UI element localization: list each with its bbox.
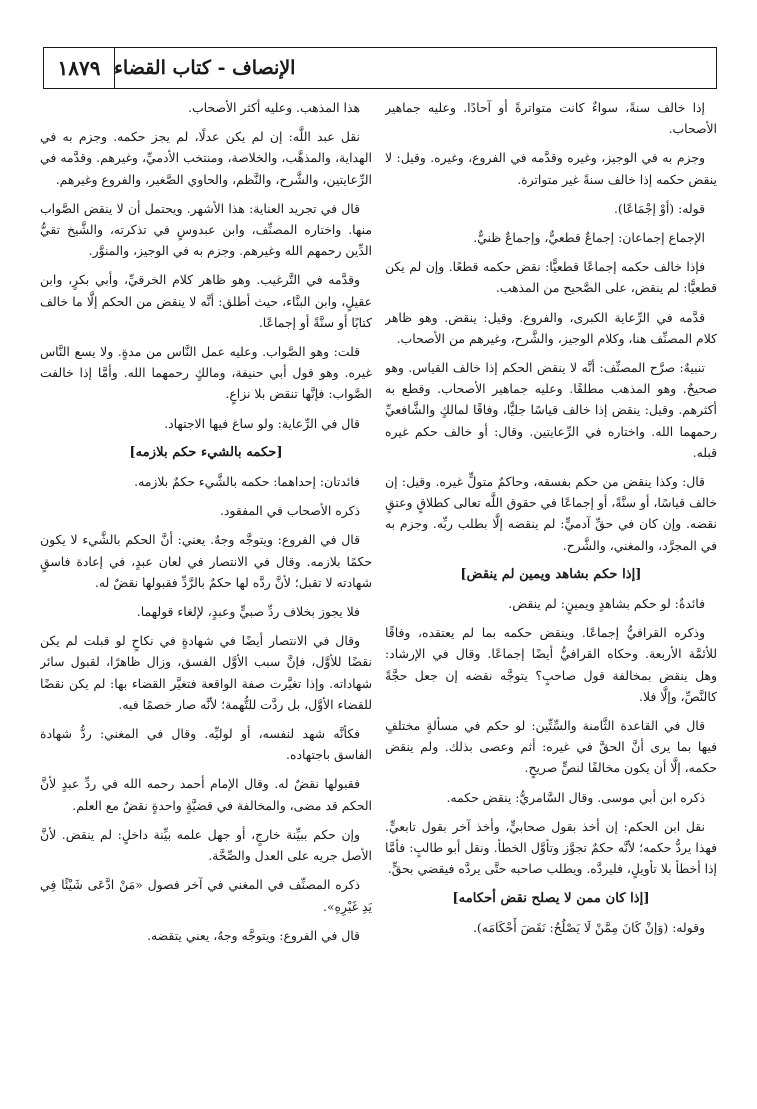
paragraph: قال في تجريد العناية: هذا الأشهر. ويحتمل أن لا ينقض الصَّواب منها. واختاره المصنِّف، وابن عبدوسٍ في تذكرته، والشَّيخ تقيُّ الدِّين رحمهم الله وغيرهم. وجزم به في الوجيز، والمنوَّر.: [40, 200, 372, 259]
left-column: [40, 97, 372, 1097]
section-heading: [إذا حكم بشاهد ويمين لم ينقض]: [460, 566, 642, 582]
paragraph: قال في القاعدة الثَّامنة والسِّتِّين: لو حكم في مسألةٍ مختلفٍ فيها بما يرى أنَّ الحقَّ في غيره: أثم وعصى بذلك. ولم ينقض حكمه، إلَّا أن يكون مخالفًا لنصٍّ صريحٍ.: [385, 718, 717, 776]
paragraph: تنبيهٌ: صرَّح المصنِّف: أنَّه لا ينقض الحكم إذا خالف القياس. وهو صحيحٌ. وهو المذهب مطلقًا. وعليه جماهير الأصحاب. وقطع به أكثرهم. وقيل: ينقض إذا خالف قياسًا جليًّا، وفاقًا لمالكٍ والشَّافعيِّ رحمهما الله. واختاره في الرِّعايتين. وقال: أو خالف حكم غيره قبله.: [385, 360, 717, 460]
paragraph: وقدَّمه في التَّرغيب. وهو ظاهر كلام الخرقيِّ، وأبي بكرٍ، وابن عقيلٍ، وابن البنَّاء، حيث أطلق: أنَّه لا ينقض من الحكم إلَّا ما خالف كتابًا أو سنَّةً أو إجماعًا.: [40, 272, 372, 330]
paragraph: إذا خالف سنةً، سواءٌ كانت متواترةً أو آحادًا. وعليه جماهير الأصحاب.: [385, 100, 717, 137]
section-heading: [إذا كان ممن لا يصلح نقض أحكامه]: [452, 890, 650, 906]
paragraph: قدَّمه في الرِّعاية الكبرى، والفروع. وقيل: ينقض. وهو ظاهر كلام المصنِّف هنا، وكلام الوجيز، والشَّرح، وغيرهم من الأصحاب.: [385, 309, 717, 346]
section-heading: [حكمه بالشيء حكم بلازمه]: [129, 444, 283, 460]
running-title: الإنصاف - كتاب القضاء: [114, 57, 296, 79]
paragraph: قلت: وهو الصَّواب. وعليه عمل النَّاس من مدةٍ. ولا يسع النَّاس غيره. وهو قول أبي حنيفة، ومالكٍ رحمهما الله. وأمَّا إذا خالفت الصَّواب: فإنَّها تنقض بلا نزاعٍ.: [40, 344, 372, 402]
paragraph: فائدتان: إحداهما: حكمه بالشَّيء حكمٌ بلازمه.: [134, 474, 360, 490]
paragraph: قال في الرِّعاية: ولو ساغ فيها الاجتهاد.: [164, 415, 360, 431]
paragraph: وقوله: (وَإنْ كَانَ مِمَّنْ لَا يَصْلُحُ: نَقَضَ أَحْكَامَه).: [472, 919, 705, 935]
paragraph: فكأنَّه شهد لنفسه، أو لوليِّه. وقال في المغني: ردُّ شهادة الفاسق باجتهاده.: [40, 726, 372, 763]
page-header: [43, 47, 717, 89]
paragraph: الإجماع إجماعان: إجماعٌ قطعيٌّ، وإجماعٌ ظنيٌّ.: [473, 230, 705, 246]
right-column: [385, 97, 717, 1097]
paragraph: نقل ابن الحكم: إن أخذ بقول صحابيٍّ، وأخذ آخر بقول تابعيٍّ. فهذا يردُّ حكمه؛ لأنَّه حكمٌ تجوَّز وتأوَّل الخطأ. ونقل أبو طالبٍ: فأمَّا إذا أخطأ بلا تأويلٍ، فليردَّه. ويطلب صاحبه حتَّى يردَّه فيقضي بحقٍّ.: [385, 818, 717, 877]
paragraph: قال: وكذا ينقض من حكم بفسقه، وحاكمٌ متولٍّ غيره. وقيل: إن خالف قياسًا، أو سنَّةً، أو إجماعًا في حقوق اللَّه تعالى كطلاقٍ وعتقٍ نقضه. وإن كان في حقِّ آدميٍّ: لم ينقضه إلَّا بطلب ربِّه. وجزم به في المجرَّد، والمغني، والشَّرح.: [385, 474, 717, 553]
paragraph: فقبولها نقضٌ له. وقال الإمام أحمد رحمه الله في ردِّ عبدٍ لأنَّ الحكم قد مضى، والمخالفة في قضيَّةٍ واحدةٍ نقضٌ مع العلم.: [40, 776, 372, 813]
paragraph: وقال في الانتصار أيضًا في شهادةٍ في نكاحٍ لو قبلت لم يكن نقضًا للأوَّل، فإنَّ سبب الأوَّل الفسق، وزال ظاهرًا، لقبول سائر شهاداته. وإذا تغيَّرت صفة الواقعة فتغيَّر القضاء بها: لم يكن نقضًا للقضاء الأوَّل، بل ردَّت للتُّهمة؛ لأنَّه صار خصمًا فيه.: [40, 633, 372, 712]
paragraph: قال في الفروع: ويتوجَّه وجهٌ. يعني: أنَّ الحكم بالشَّيء لا يكون حكمًا بلازمه. وقال في الانتصار في لعان عبدٍ، في إعادة فاسقٍ شهادته لا تقبل؛ لأنَّ ردَّه لها حكمٌ بالرَّدِّ فقبولها نقضٌ له.: [40, 532, 372, 590]
paragraph: وذكره القرافيُّ إجماعًا. وينقض حكمه بما لم يعتقده، وفاقًا للأئمَّة الأربعة. وحكاه القرافيُّ أيضًا إجماعًا. وقال في الإرشاد: وهل ينقض بمخالفة قول صاحبٍ؟ يتوجَّه نقضه إن جعل حجَّةً كالنَّصِّ، وإلَّا فلا.: [385, 625, 717, 704]
paragraph: فلا يجوز بخلاف ردِّ صبيٍّ وعبدٍ، لإلغاء قولهما.: [136, 604, 360, 620]
paragraph: ذكره الأصحاب في المفقود.: [219, 503, 360, 519]
paragraph: هذا المذهب. وعليه أكثر الأصحاب.: [188, 100, 360, 115]
paragraph: فإذا خالف حكمه إجماعًا قطعيًّا: نقض حكمه قطعًا. وإن لم يكن قطعيًّا: لم ينقض، على الصَّحيح من المذهب.: [385, 259, 717, 296]
paragraph: وإن حكم ببيِّنة خارجٍ، أو جهل علمه بيِّنة داخلٍ: لم ينقض. لأنَّ الأصل جريه على العدل والصِّحَّة.: [40, 826, 372, 864]
paragraph: وجزم به في الوجيز، وغيره وقدَّمه في الفروع، وغيره. وقيل: لا ينقض حكمه إذا خالف سنةً غير متواترة.: [385, 150, 717, 187]
paragraph: نقل عبد اللَّه: إن لم يكن عدلًا، لم يجز حكمه. وجزم به في الهداية، والمذهَّب، والخلاصة، ومنتخب الأدميِّ، وغيرهم. وقدَّمه في الرِّعايتين، والشَّرح، والنَّظم، والحاوي الصَّغير، والفروع وغيرهم.: [40, 129, 372, 187]
paragraph: فائدةٌ: لو حكم بشاهدٍ ويمينٍ: لم ينقض.: [508, 596, 705, 612]
paragraph: قوله: (أوْ إجْمَاعًا).: [613, 200, 705, 216]
paragraph: ذكره ابن أبي موسى. وقال السَّامريُّ: ينقض حكمه.: [446, 789, 705, 805]
paragraph: ذكره المصنِّف في المغني في آخر فصول «مَنْ ادَّعَى شَيْئًا فِي يَدِ غَيْرِهِ».: [40, 877, 372, 914]
paragraph: قال في الفروع: ويتوجَّه وجهٌ، يعني يتقضه.: [147, 927, 360, 943]
page-number: ١٨٧٩: [44, 48, 115, 88]
